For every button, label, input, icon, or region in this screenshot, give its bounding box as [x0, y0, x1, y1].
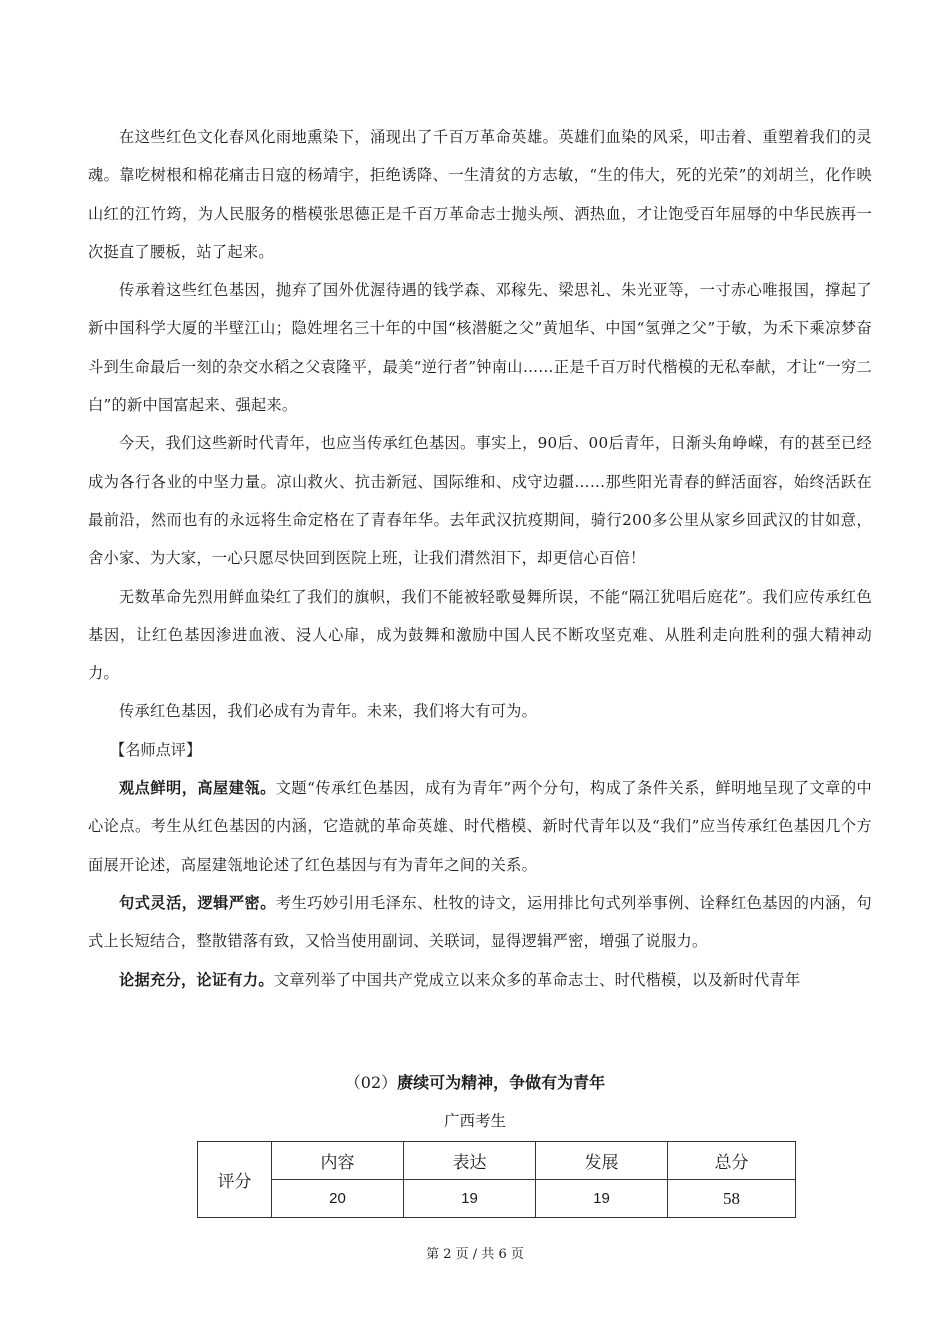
score-table-header-row	[198, 1142, 796, 1180]
score-header-expression: 表达	[404, 1142, 536, 1180]
score-value-total: 58	[668, 1180, 796, 1218]
score-label-cell: 评分	[198, 1142, 272, 1218]
comment-paragraph-1	[88, 769, 872, 884]
essay-paragraph-4: 无数革命先烈用鲜血染红了我们的旗帜，我们不能被轻歌曼舞所误，不能“隔江犹唱后庭花”。我们应传承红色基因，让红色基因渗进血液、浸人心扉，成为鼓舞和激励中国人民不断攻坚克难、从胜利走向胜利的强大精神动力。	[88, 587, 872, 683]
section-number: （02）	[344, 1073, 398, 1092]
essay-paragraph-1: 在这些红色文化春风化雨地熏染下，涌现出了千百万革命英雄。英雄们血染的风采，叩击着、重塑着我们的灵魂。靠吃树根和棉花痛击日寇的杨靖宇，拒绝诱降、一生清贫的方志敏，“生的伟大，死的光荣”的刘胡兰，化作映山红的江竹筠，为人民服务的楷模张思德正是千百万革命志士抛头颅、洒热血，才让饱受百年屈辱的中华民族再一次挺直了腰板，站了起来。	[88, 128, 872, 261]
comment-text-3: 文章列举了中国共产党成立以来众多的革命志士、时代楷模，以及新时代青年	[273, 970, 801, 989]
page-footer: 第 2 页 / 共 6 页	[426, 1247, 524, 1262]
comment-paragraph-3	[88, 961, 872, 999]
score-header-development: 发展	[536, 1142, 668, 1180]
score-header-total: 总分	[668, 1142, 796, 1180]
comment-text-2: 考生巧妙引用毛泽东、杜牧的诗文，运用排比句式列举事例、诠释红色基因的内涵，句式上长短结合，整散错落有致，又恰当使用副词、关联词，显得逻辑严密，增强了说服力。	[88, 893, 872, 951]
essay-paragraph-5: 传承红色基因，我们必成有为青年。未来，我们将大有可为。	[119, 702, 538, 721]
section-title	[0, 1072, 950, 1094]
author-line: 广西考生	[443, 1112, 506, 1130]
score-value-content: 20	[272, 1180, 404, 1218]
essay-body	[88, 118, 872, 999]
section-title-text: 赓续可为精神，争做有为青年	[397, 1073, 606, 1092]
score-header-content: 内容	[272, 1142, 404, 1180]
essay-paragraph-2: 传承着这些红色基因，抛弃了国外优渥待遇的钱学森、邓稼先、梁思礼、朱光亚等，一寸赤心唯报国，撑起了新中国科学大厦的半壁江山；隐姓埋名三十年的中国“核潜艇之父”黄旭华、中国“氢弹之父”于敏，为禾下乘凉梦奋斗到生命最后一刻的杂交水稻之父袁隆平，最美“逆行者”钟南山……正是千百万时代楷模的无私奉献，才让“一穷二白”的新中国富起来、强起来。	[88, 281, 872, 415]
score-value-development: 19	[536, 1180, 668, 1218]
comment-lead-3: 论据充分，论证有力。	[119, 970, 274, 989]
score-value-expression: 19	[404, 1180, 536, 1218]
comment-heading: 【名师点评】	[110, 740, 202, 759]
score-table-value-row	[198, 1180, 796, 1218]
score-table	[197, 1141, 796, 1218]
essay-paragraph-3: 今天，我们这些新时代青年，也应当传承红色基因。事实上，90后、00后青年，日渐头角峥嵘，有的甚至已经成为各行各业的中坚力量。凉山救火、抗击新冠、国际维和、戍守边疆……那些阳光青春的鲜活面容，始终活跃在最前沿，然而也有的永远将生命定格在了青春年华。去年武汉抗疫期间，骑行200多公里从家乡回武汉的甘如意，舍小家、为大家，一心只愿尽快回到医院上班，让我们潸然泪下，却更信心百倍！	[88, 434, 872, 568]
comment-lead-2: 句式灵活，逻辑严密。	[119, 893, 276, 912]
comment-paragraph-2	[88, 884, 872, 961]
comment-lead-1: 观点鲜明，高屋建瓴。	[119, 779, 276, 798]
comment-text-1: 文题“传承红色基因，成有为青年”两个分句，构成了条件关系，鲜明地呈现了文章的中心论点。考生从红色基因的内涵，它造就的革命英雄、时代楷模、新时代青年以及“我们”应当传承红色基因几个方面展开论述，高屋建瓴地论述了红色基因与有为青年之间的关系。	[88, 779, 873, 874]
